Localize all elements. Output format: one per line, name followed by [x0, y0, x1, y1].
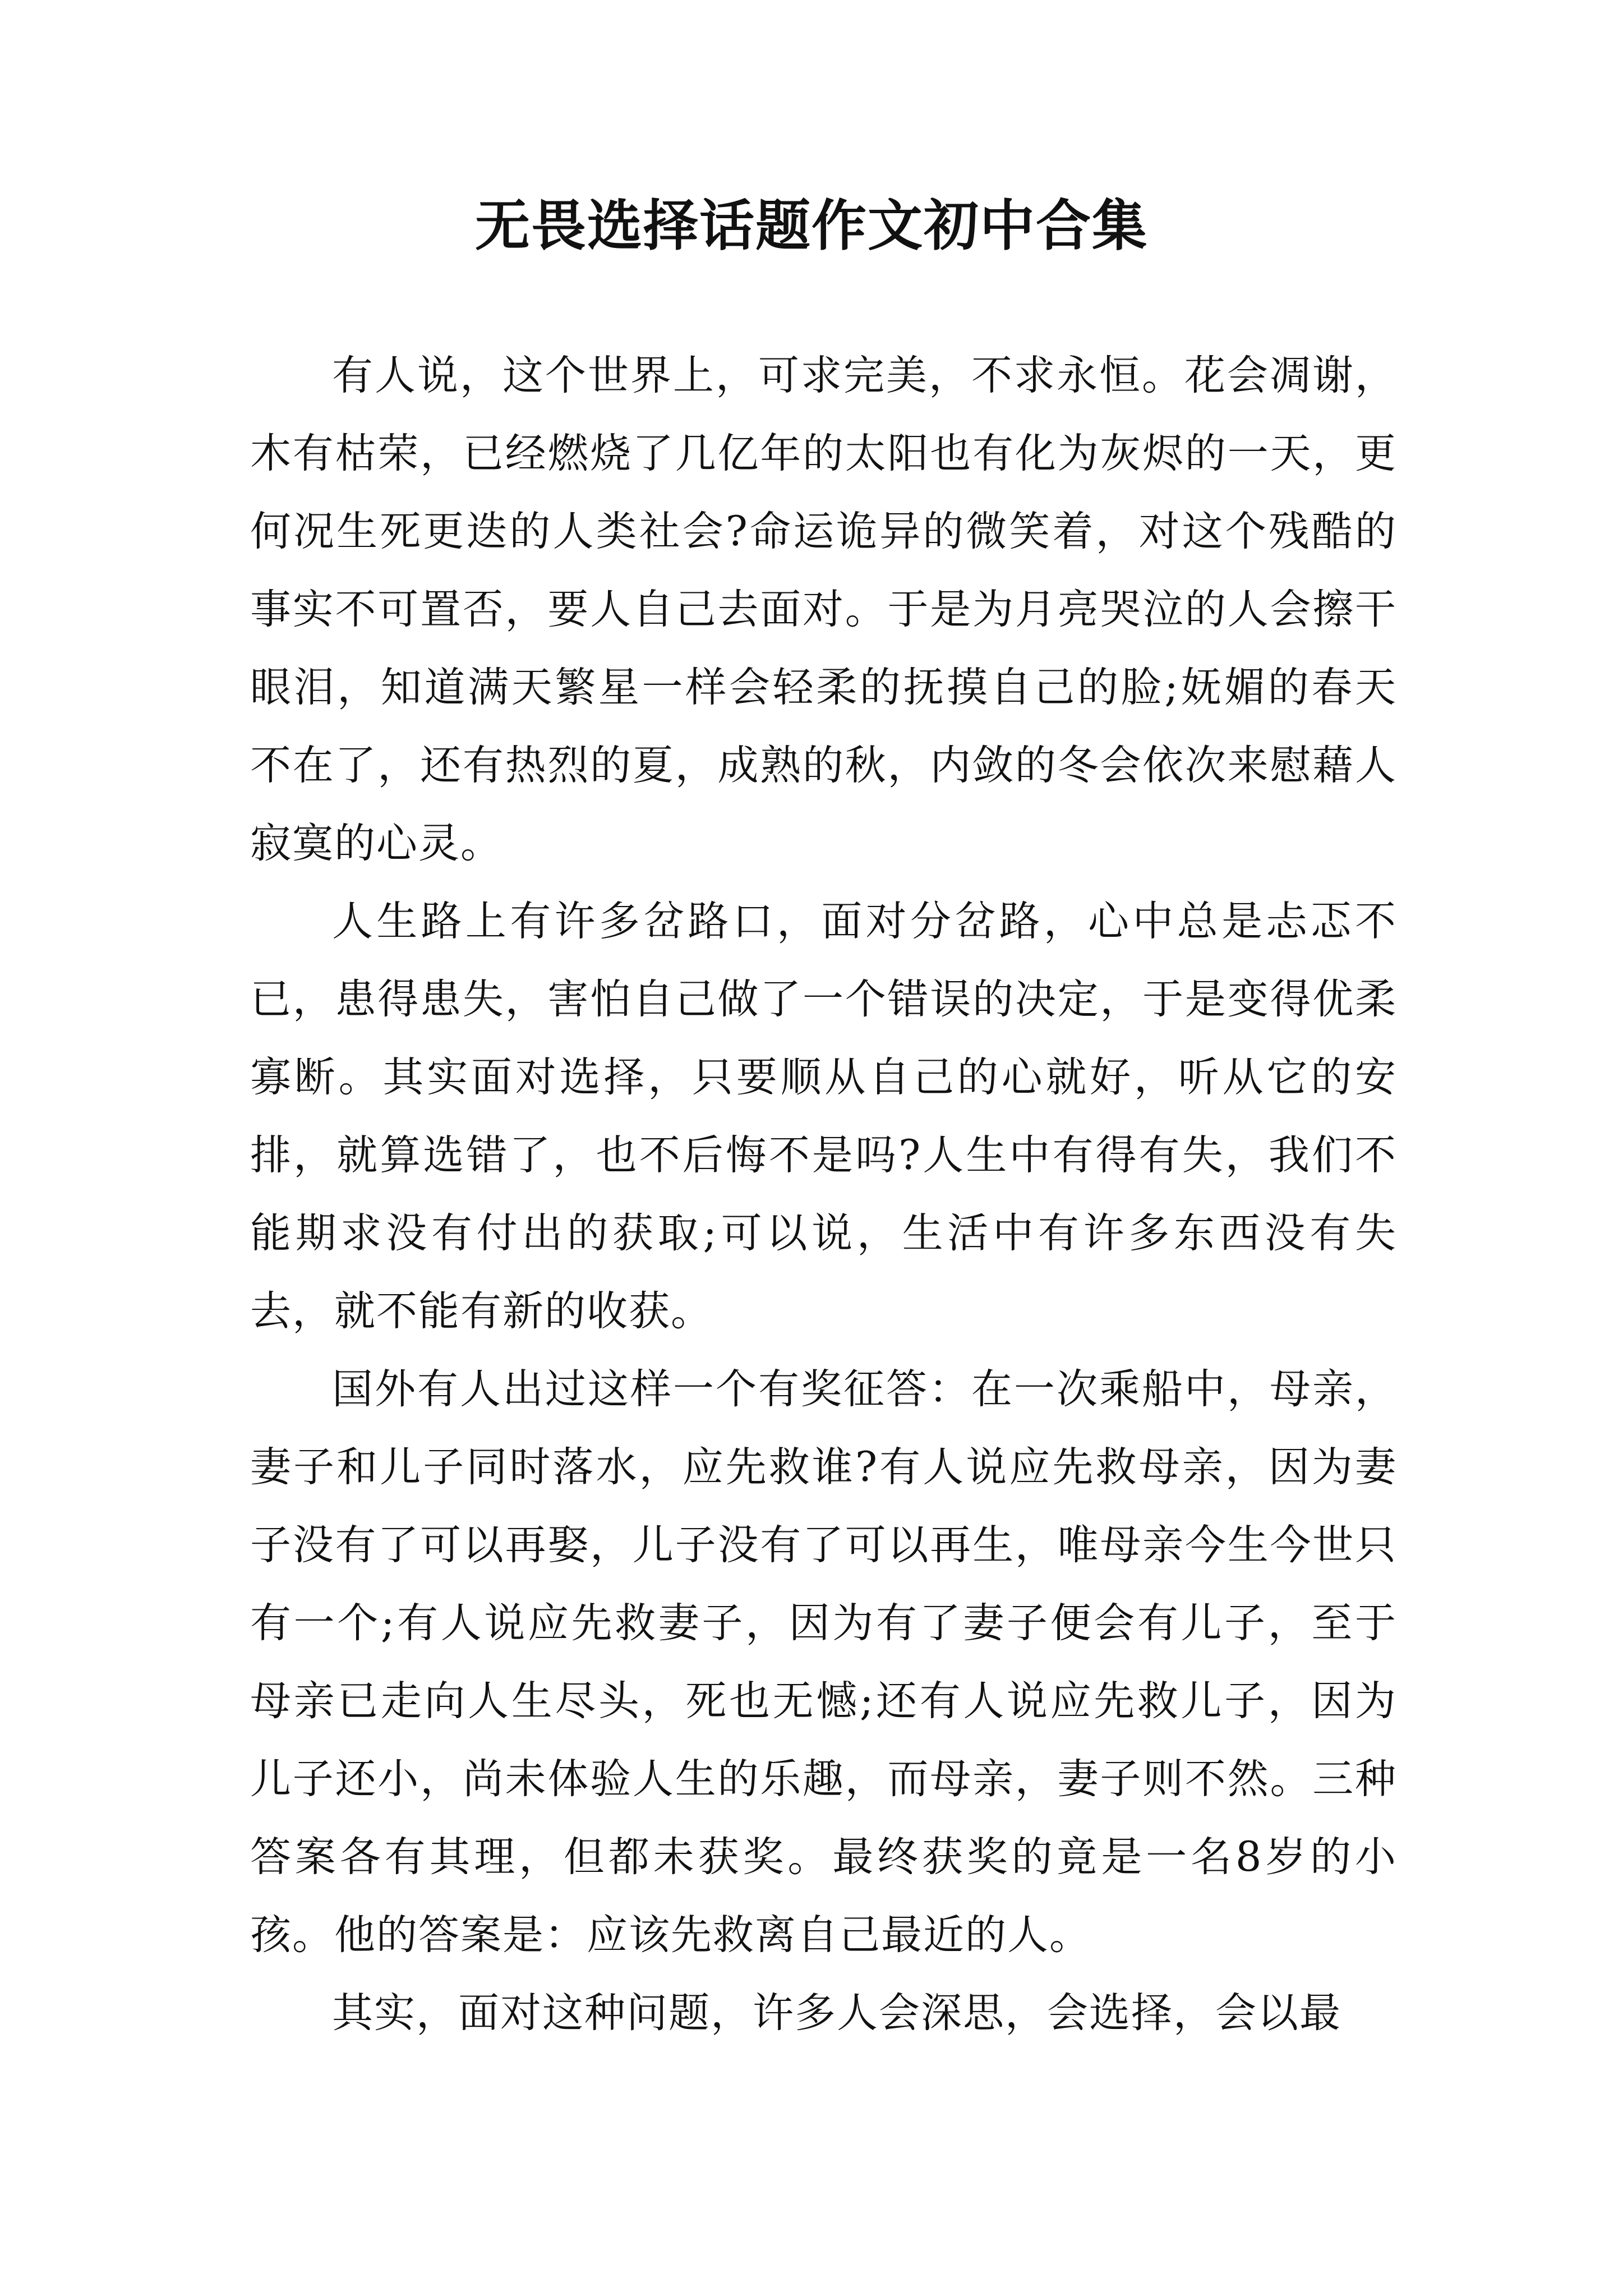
- paragraph-2: 人生路上有许多岔路口，面对分岔路，心中总是忐忑不已，患得患失，害怕自己做了一个错误的决定，于是变得优柔寡断。其实面对选择，只要顺从自己的心就好，听从它的安排，就算选错了，也不后悔不是吗?人生中有得有失，我们不能期求没有付出的获取;可以说，生活中有许多东西没有失去，就不能有新的收获。: [250, 898, 1397, 1335]
- document-body: [250, 337, 1397, 2052]
- document-title: 无畏选择话题作文初中合集: [474, 194, 1148, 258]
- paragraph-3: 国外有人出过这样一个有奖征答：在一次乘船中，母亲，妻子和儿子同时落水，应先救谁?有人说应先救母亲，因为妻子没有了可以再娶，儿子没有了可以再生，唯母亲今生今世只有一个;有人说应先救妻子，因为有了妻子便会有儿子，至于母亲已走向人生尽头，死也无憾;还有人说应先救儿子，因为儿子还小，尚未体验人生的乐趣，而母亲，妻子则不然。三种答案各有其理，但都未获奖。最终获奖的竟是一名8岁的小孩。他的答案是：应该先救离自己最近的人。: [250, 1365, 1397, 1959]
- paragraph-1: 有人说，这个世界上，可求完美，不求永恒。花会凋谢，木有枯荣，已经燃烧了几亿年的太阳也有化为灰烬的一天，更何况生死更迭的人类社会?命运诡异的微笑着，对这个残酷的事实不可置否，要人自己去面对。于是为月亮哭泣的人会擦干眼泪，知道满天繁星一样会轻柔的抚摸自己的脸;妩媚的春天不在了，还有热烈的夏，成熟的秋，内敛的冬会依次来慰藉人寂寞的心灵。: [250, 352, 1397, 867]
- paragraph-4: 其实，面对这种问题，许多人会深思，会选择，会以最: [332, 1989, 1341, 2037]
